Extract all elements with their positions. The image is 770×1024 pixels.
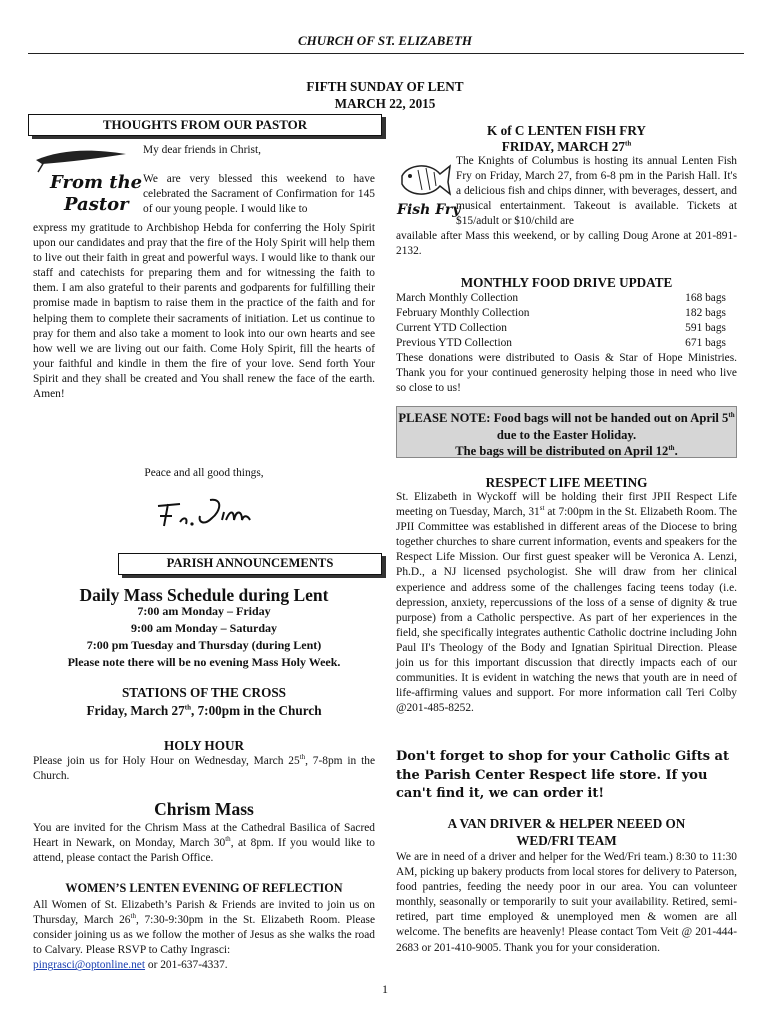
logo-text-line1: From the bbox=[50, 172, 143, 193]
mass-schedule-heading: Daily Mass Schedule during Lent bbox=[79, 585, 329, 605]
holy-hour-heading: HOLY HOUR bbox=[164, 738, 244, 753]
food-drive-row: March Monthly Collection 168 bags bbox=[396, 292, 726, 304]
fish-fry-date-heading: FRIDAY, MARCH 27th bbox=[501, 139, 632, 154]
masthead: CHURCH OF ST. ELIZABETH bbox=[297, 33, 473, 48]
food-drive-table bbox=[396, 291, 726, 351]
mass-line: 7:00 am Monday – Friday bbox=[137, 604, 271, 618]
announcements-section-title bbox=[118, 553, 382, 575]
mass-line: Please note there will be no evening Mass Holy Week. bbox=[67, 655, 341, 669]
fish-fry-body-narrow: The Knights of Columbus is hosting its annual Lenten Fish Fry on Friday, March 27, from 6-8 pm in the Parish Hall. It's a delicious fish and chips dinner, with beverages, dessert, and musical entertainment. Takeout is available. Tickets at $15/adult or $10/child are bbox=[456, 155, 737, 228]
van-driver-body: We are in need of a driver and helper for the Wed/Fri team.) 8:30 to 11:30 AM, picking up bakery products from local stores for delivery to Paterson, food pantries, feeding the needy poor in our area. You can volunteer monthly, seasonally or temporarily to suit your availability. Retired, semi-retired, part time employed & unemployed men & women are all welcome. The benefits are heavenly! Please contact Tom Veit @ 201-444-2683 or 201-410-9005. Thank you for your consideration. bbox=[396, 851, 737, 954]
logo-text-line2: Pastor bbox=[64, 194, 129, 215]
pastor-body: express my gratitude to Archbishop Hebda for conferring the Holy Spirit upon our candidates and pray that the fire of the Holy Spirit will help them to live out their faith in great and powerful ways. I would like to thank our staff and catechists for preparing them and for witnessing the faith to them. I am also grateful to their parents and godparents for fulfilling their promise made in baptism to raise them in the practice of the faith and for helping them to complete their sacraments of initiation. Let us continue to pray for them and also take a moment to look into our own hearts and see how well we are living out our faith. Come Holy Spirit, fill the hearts of your faithful and kindle in them the fire of your love. Send forth Your Spirit and they shall be created and You shall renew the face of the earth. Amen! bbox=[33, 222, 375, 401]
chrism-mass-text: You are invited for the Chrism Mass at the Cathedral Basilica of Sacred Heart in Newark, on Monday, March 30th, at 8pm. If you would like to attend, please contact the Parish Office. bbox=[33, 822, 375, 865]
mass-schedule-list bbox=[33, 603, 375, 671]
pastor-signature bbox=[150, 492, 260, 536]
ordinal-sup: st bbox=[539, 504, 545, 513]
rsvp-phone: or 201-637-4337. bbox=[145, 959, 228, 972]
stations-details bbox=[33, 702, 375, 719]
stations-time: , 7:00pm in the Church bbox=[190, 703, 322, 718]
from-the-pastor-logo bbox=[30, 148, 143, 218]
ordinal-sup: th bbox=[668, 443, 675, 452]
food-drive-note: PLEASE NOTE: Food bags will not be handed out on April 5th due to the Easter Holiday. The bags will be distributed on April 12th. bbox=[398, 410, 735, 458]
fish-fry-logo-text: Fish Fry bbox=[397, 202, 461, 218]
stations-date: Friday, March 27 bbox=[86, 703, 185, 718]
rsvp-email-link[interactable]: pingrasci@optonline.net bbox=[33, 959, 146, 972]
food-drive-heading: MONTHLY FOOD DRIVE UPDATE bbox=[460, 275, 673, 290]
pastor-body-narrow: We are very blessed this weekend to have celebrated the Sacrament of Confirmation for 145 of our young people. I would like to bbox=[143, 173, 375, 216]
van-driver-heading: A VAN DRIVER & HELPER NEEED ON bbox=[447, 816, 686, 831]
pastor-closing: Peace and all good things, bbox=[144, 467, 264, 479]
ordinal-sup: th bbox=[130, 912, 136, 921]
masthead-rule bbox=[28, 53, 744, 54]
womens-reflection-heading: WOMEN’S LENTEN EVENING OF REFLECTION bbox=[65, 881, 343, 895]
chrism-mass-heading: Chrism Mass bbox=[154, 799, 254, 819]
date-heading bbox=[0, 78, 770, 112]
quill-feather-icon bbox=[36, 151, 126, 164]
fish-fry-heading: K of C LENTEN FISH FRY bbox=[487, 123, 646, 138]
respect-life-heading: RESPECT LIFE MEETING bbox=[485, 475, 648, 490]
mass-line: 7:00 pm Tuesday and Thursday (during Lent) bbox=[86, 638, 322, 652]
ordinal-sup: th bbox=[225, 835, 231, 844]
date-heading-line2: MARCH 22, 2015 bbox=[334, 96, 436, 111]
fish-fry-logo bbox=[396, 156, 461, 218]
stations-heading: STATIONS OF THE CROSS bbox=[121, 685, 287, 700]
pastor-section-title bbox=[28, 114, 382, 136]
food-drive-body: These donations were distributed to Oasis & Star of Hope Ministries. Thank you for your continued generosity helping those in need who live so close to us! bbox=[396, 352, 737, 395]
respect-life-body: St. Elizabeth in Wyckoff will be holding their first JPII Respect Life meeting on Tuesday, March, 31st at 7:00pm in the St. Elizabeth Room. The JPII Committee was established in different areas of the Diocese to bring together churches to share current information, events and speakers for the Respect Life Mission. Our first guest speaker will be Veronica A. Lenzi, Ph.D., a NJ licensed psychologist. She will draw from her clinical experience and address some of the challenges facing teens today (i.e. depression, anxiety, repercussions of the loss of a sense of dignity & true purpose) from a Catholic perspective. As part of her experiences in the field, she specifically integrates authentic Catholic doctrine including John Paul II's Theology of the Body and Ignatian Spiritual Direction. Please join us for this important discussion that directly impacts each of our communities. It is evident in watching the news that youth are in need of life-affirming values and support. For more information call Teri Colby @201-485-8252. bbox=[396, 491, 737, 715]
announcements-section-title-text: PARISH ANNOUNCEMENTS bbox=[166, 556, 334, 570]
ordinal-sup: th bbox=[728, 410, 735, 419]
page-number: 1 bbox=[382, 982, 388, 996]
womens-reflection-text: All Women of St. Elizabeth’s Parish & Friends are invited to join us on Thursday, March 26th, 7:30-9:30pm in the St. Elizabeth Room. Please consider joining us as we follow the mother of Jesus as she walks the road to Calvary. Please RSVP to Cathy Ingrasci: pingrasci@optonline.net or 201-637-4337. bbox=[33, 899, 375, 972]
respect-life-store-callout: Don't forget to shop for your Catholic Gifts at the Parish Center Respect life store. If you can't find it, we can order it! bbox=[396, 749, 729, 801]
signature-text: Fr. Jim bbox=[150, 492, 153, 493]
van-driver-subheading: WED/FRI TEAM bbox=[516, 833, 617, 848]
fish-fry-body: available after Mass this weekend, or by calling Doug Arone at 201-891-2132. bbox=[396, 230, 737, 258]
food-drive-row: Previous YTD Collection 671 bags bbox=[396, 337, 726, 350]
ordinal-sup: th bbox=[184, 703, 191, 712]
pastor-greeting: My dear friends in Christ, bbox=[143, 144, 261, 156]
holy-hour-text: Please join us for Holy Hour on Wednesday, March 25th, 7-8pm in the Church. bbox=[33, 753, 376, 783]
ordinal-sup: th bbox=[299, 753, 306, 762]
ordinal-sup: th bbox=[624, 139, 632, 148]
food-drive-row: Current YTD Collection 591 bags bbox=[396, 322, 726, 335]
date-heading-line1: FIFTH SUNDAY OF LENT bbox=[306, 79, 464, 94]
pastor-section-title-text: THOUGHTS FROM OUR PASTOR bbox=[102, 117, 308, 132]
mass-line: 9:00 am Monday – Saturday bbox=[130, 621, 277, 635]
food-drive-note-box bbox=[396, 406, 737, 458]
food-drive-row: February Monthly Collection 182 bags bbox=[396, 307, 726, 320]
